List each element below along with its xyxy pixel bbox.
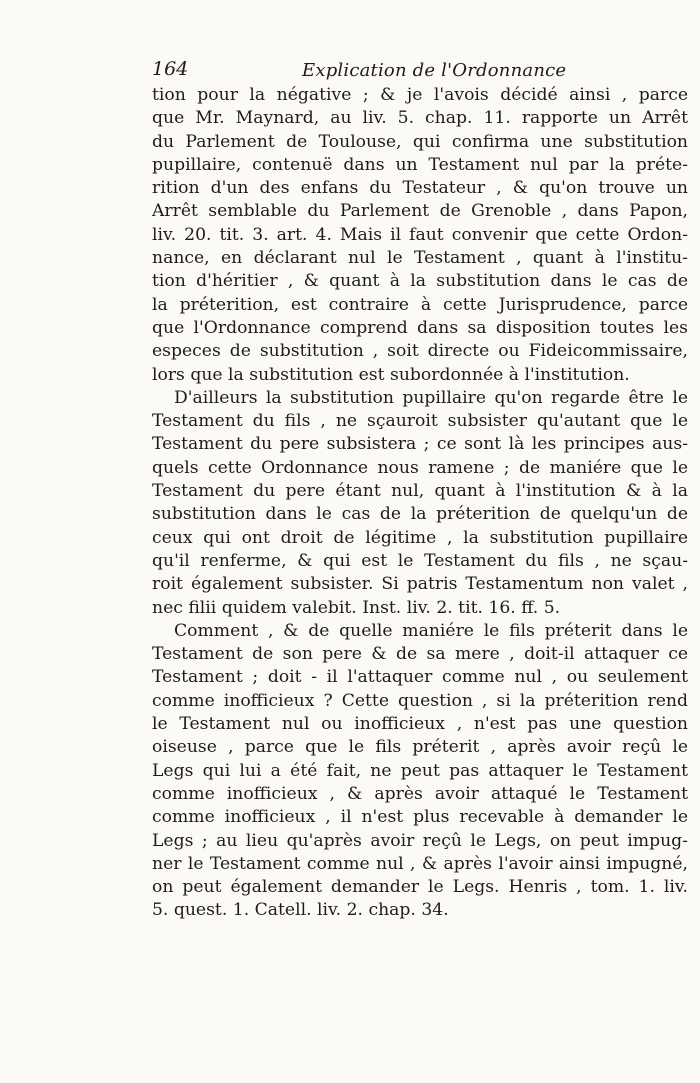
text-line: Testament de son pere & de sa mere , doit-il attaquer ce — [152, 644, 688, 665]
text-line: que l'Ordonnance comprend dans sa disposition toutes les — [152, 317, 688, 338]
text-line: D'ailleurs la substitution pupillaire qu'on regarde être le — [174, 387, 688, 408]
text-line: comme inofficieux , il n'est plus recevable à demander le — [152, 807, 688, 828]
text-line: Comment , & de quelle maniére le fils préterit dans le — [174, 620, 688, 641]
text-line: roit également subsister. Si patris Testamentum non valet , — [152, 574, 688, 595]
page-number: 164 — [152, 58, 189, 80]
text-line: Testament ; doit - il l'attaquer comme nul , ou seulement — [152, 667, 688, 688]
text-line: Testament du pere subsistera ; ce sont là les principes aus- — [152, 434, 688, 455]
text-line: du Parlement de Toulouse, qui confirma une substitution — [152, 131, 688, 152]
text-line: 5. quest. 1. Catell. liv. 2. chap. 34. — [152, 900, 449, 921]
text-line: liv. 20. tit. 3. art. 4. Mais il faut convenir que cette Ordon- — [152, 224, 688, 245]
text-line: tion d'héritier , & quant à la substitution dans le cas de — [152, 271, 688, 292]
body-text — [152, 84, 688, 923]
page-header — [152, 58, 692, 86]
text-line: oiseuse , parce que le fils préterit , après avoir reçû le — [152, 737, 688, 758]
text-line: la préterition, est contraire à cette Jurisprudence, parce — [152, 294, 688, 315]
text-line: nance, en déclarant nul le Testament , quant à l'institu- — [152, 248, 688, 269]
text-line: Legs ; au lieu qu'après avoir reçû le Legs, on peut impug- — [152, 830, 688, 851]
text-line: ceux qui ont droit de légitime , la substitution pupillaire — [152, 527, 688, 548]
text-line: Legs qui lui a été fait, ne peut pas attaquer le Testament — [152, 760, 688, 781]
text-line: lors que la substitution est subordonnée à l'institution. — [152, 364, 630, 385]
text-line: comme inofficieux ? Cette question , si la préterition rend — [152, 690, 688, 711]
text-line: nec filii quidem valebit. Inst. liv. 2. tit. 16. ff. 5. — [152, 597, 561, 618]
text-line: comme inofficieux , & après avoir attaqué le Testament — [152, 783, 688, 804]
text-line: Testament du fils , ne sçauroit subsister qu'autant que le — [152, 411, 688, 432]
text-line: rition d'un des enfans du Testateur , & qu'on trouve un — [152, 178, 688, 199]
text-line: Testament du pere étant nul, quant à l'institution & à la — [152, 481, 688, 502]
text-line: tion pour la négative ; & je l'avois décidé ainsi , parce — [152, 85, 688, 105]
text-line: quels cette Ordonnance nous ramene ; de maniére que le — [152, 457, 688, 478]
text-line: substitution dans le cas de la préterition de quelqu'un de — [152, 504, 688, 525]
text-line: que Mr. Maynard, au liv. 5. chap. 11. rapporte un Arrêt — [152, 108, 688, 129]
text-line: qu'il renferme, & qui est le Testament du fils , ne sçau- — [152, 550, 688, 571]
running-head: Explication de l'Ordonnance — [302, 60, 567, 81]
text-line: pupillaire, contenuë dans un Testament nul par la préte- — [152, 154, 688, 175]
text-line: ner le Testament comme nul , & après l'avoir ainsi impugné, — [152, 853, 688, 874]
text-line: especes de substitution , soit directe ou Fideicommissaire, — [152, 341, 688, 362]
text-line: on peut également demander le Legs. Henris , tom. 1. liv. — [152, 877, 688, 898]
text-line: Arrêt semblable du Parlement de Grenoble , dans Papon, — [152, 201, 688, 222]
text-line: le Testament nul ou inofficieux , n'est pas une question — [152, 714, 688, 735]
